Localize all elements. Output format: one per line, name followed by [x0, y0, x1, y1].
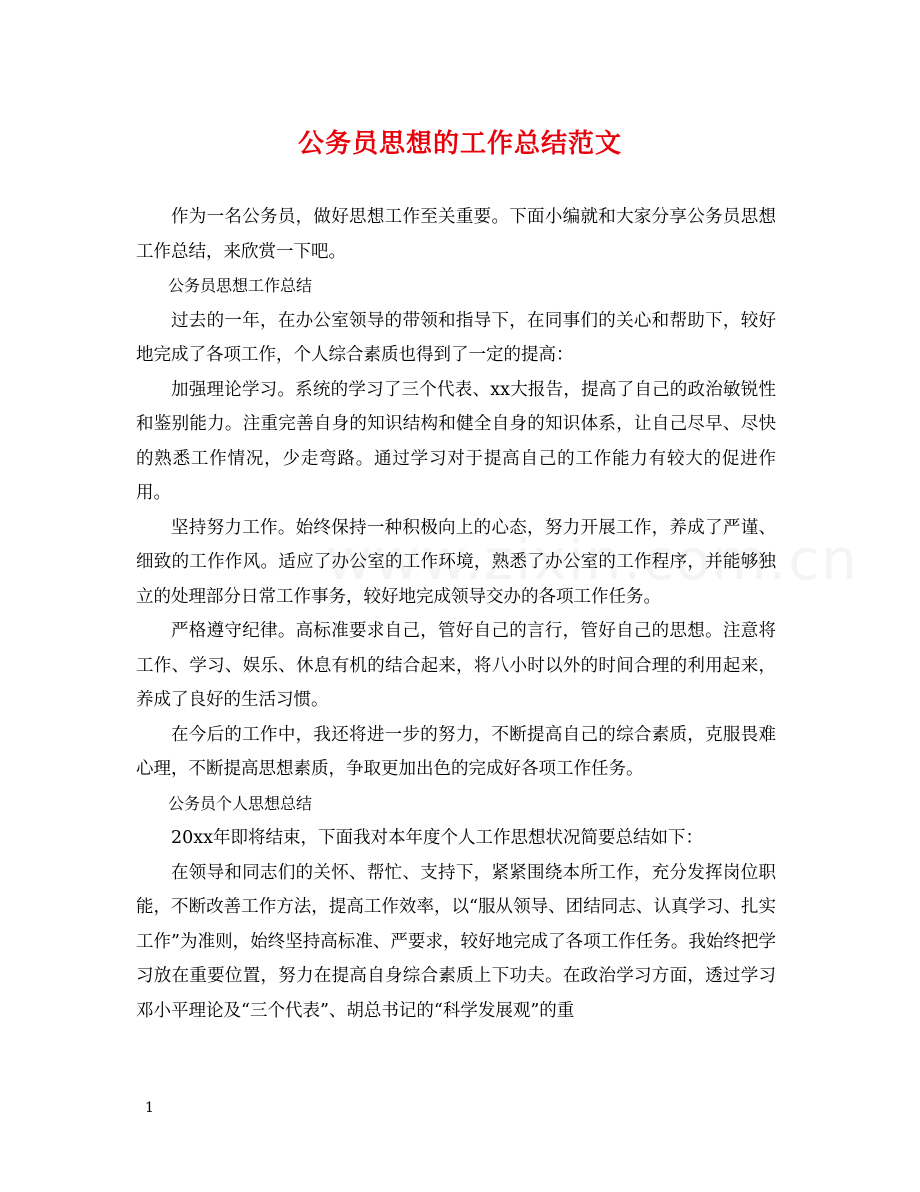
document-body [136, 200, 776, 1028]
paragraph: 加强理论学习。系统的学习了三个代表、xx大报告，提高了自己的政治敏锐性和鉴别能力。注重完善自身的知识结构和健全自身的知识体系，让自己尽早、尽快的熟悉工作情况，少走弯路。通过学习对于提高自己的工作能力有较大的促进作用。 [136, 379, 776, 503]
paragraph: 20xx年即将结束，下面我对本年度个人工作思想状况简要总结如下： [171, 828, 704, 848]
section-heading-1: 公务员思想工作总结 [168, 276, 313, 295]
paragraph: 过去的一年，在办公室领导的带领和指导下，在同事们的关心和帮助下，较好地完成了各项工作，个人综合素质也得到了一定的提高： [136, 310, 776, 365]
section-heading-2: 公务员个人思想总结 [168, 793, 313, 813]
paragraph: 在领导和同志们的关怀、帮忙、支持下，紧紧围绕本所工作，充分发挥岗位职能，不断改善工作方法，提高工作效率，以“服从领导、团结同志、认真学习、扎实工作”为准则，始终坚持高标准、严要求，较好地完成了各项工作任务。我始终把学习放在重要位置，努力在提高自身综合素质上下功夫。在政治学习方面，透过学习邓小平理论及“三个代表”、胡总书记的“科学发展观”的重 [136, 862, 776, 1021]
paragraph-intro: 作为一名公务员，做好思想工作至关重要。下面小编就和大家分享公务员思想工作总结，来欣赏一下吧。 [136, 207, 776, 262]
paragraph: 在今后的工作中，我还将进一步的努力，不断提高自己的综合素质，克服畏难心理，不断提高思想素质，争取更加出色的完成好各项工作任务。 [136, 724, 776, 779]
paragraph: 严格遵守纪律。高标准要求自己，管好自己的言行，管好自己的思想。注意将工作、学习、娱乐、休息有机的结合起来，将八小时以外的时间合理的利用起来，养成了良好的生活习惯。 [136, 621, 776, 710]
paragraph: 坚持努力工作。始终保持一种积极向上的心态，努力开展工作，养成了严谨、细致的工作作风。适应了办公室的工作环境，熟悉了办公室的工作程序，并能够独立的处理部分日常工作事务，较好地完成领导交办的各项工作任务。 [136, 517, 776, 607]
document-title: 公务员思想的工作总结范文 [297, 129, 622, 159]
page-number: 1 [145, 1100, 154, 1116]
